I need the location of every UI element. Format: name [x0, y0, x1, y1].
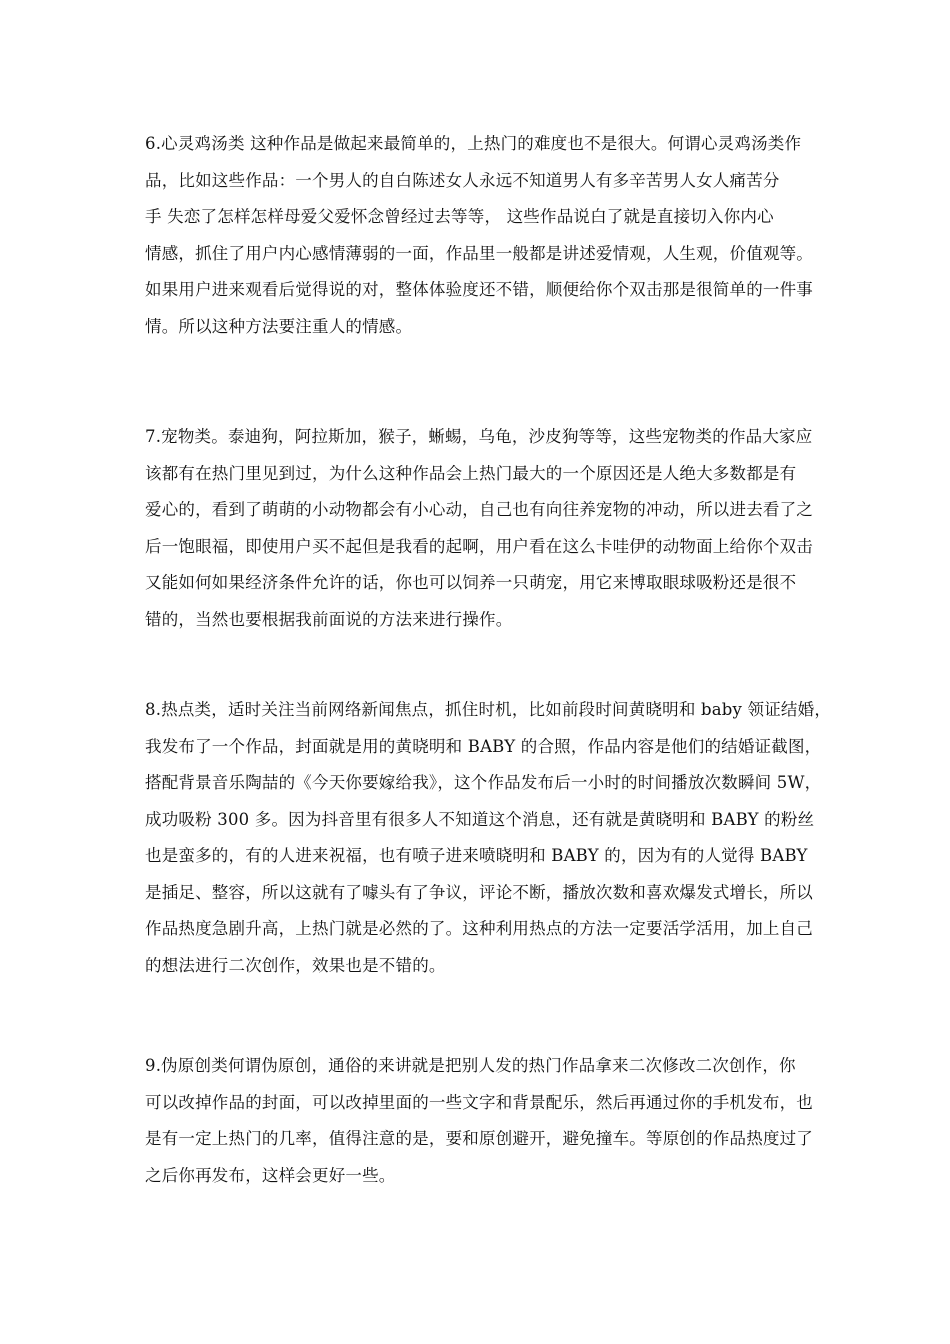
text-line: 是有一定上热门的几率，值得注意的是，要和原创避开，避免撞车。等原创的作品热度过了: [145, 1129, 813, 1148]
text-line: 搭配背景音乐陶喆的《今天你要嫁给我》，这个作品发布后一小时的时间播放次数瞬间 5W，: [145, 773, 822, 792]
text-line: 7.宠物类。泰迪狗，阿拉斯加，猴子，蜥蜴，乌龟，沙皮狗等等，这些宠物类的作品大家应: [145, 427, 813, 446]
paragraph-pseudo-original: [145, 1048, 813, 1194]
text-line: 又能如何如果经济条件允许的话，你也可以饲养一只萌宠，用它来博取眼球吸粉还是很不: [145, 573, 797, 592]
text-line: 如果用户进来观看后觉得说的对，整体体验度还不错，顺便给你个双击那是很简单的一件事: [145, 280, 813, 299]
text-line: 作品热度急剧升高，上热门就是必然的了。这种利用热点的方法一定要活学活用，加上自己: [145, 919, 813, 938]
text-line: 手 失恋了怎样怎样母爱父爱怀念曾经过去等等， 这些作品说白了就是直接切入你内心: [145, 207, 774, 226]
text-line: 成功吸粉 300 多。因为抖音里有很多人不知道这个消息，还有就是黄晓明和 BABY 的粉丝: [145, 809, 815, 829]
text-line: 是插足、整容，所以这就有了噱头有了争议，评论不断，播放次数和喜欢爆发式增长，所以: [145, 882, 813, 902]
text-line: 6.心灵鸡汤类 这种作品是做起来最简单的，上热门的难度也不是很大。何谓心灵鸡汤类作: [145, 134, 802, 153]
text-line: 情。所以这种方法要注重人的情感。: [145, 316, 413, 336]
text-line: 的想法进行二次创作，效果也是不错的。: [145, 955, 446, 975]
paragraph-emotional-content: [145, 126, 813, 345]
text-line: 后一饱眼福，即使用户买不起但是我看的起啊，用户看在这么卡哇伊的动物面上给你个双击: [145, 536, 813, 556]
text-line: 品，比如这些作品：一个男人的自白陈述女人永远不知道男人有多辛苦男人女人痛苦分: [145, 170, 780, 190]
text-line: 之后你再发布，这样会更好一些。: [145, 1165, 396, 1185]
text-line: 也是蛮多的，有的人进来祝福，也有喷子进来喷晓明和 BABY 的，因为有的人觉得 BABY: [145, 846, 808, 865]
text-line: 错的，当然也要根据我前面说的方法来进行操作。: [145, 609, 513, 629]
text-line: 爱心的，看到了萌萌的小动物都会有小心动，自己也有向往养宠物的冲动，所以进去看了之: [145, 500, 813, 519]
text-line: 我发布了一个作品，封面就是用的黄晓明和 BABY 的合照，作品内容是他们的结婚证截图，: [145, 736, 822, 756]
text-line: 该都有在热门里见到过，为什么这种作品会上热门最大的一个原因还是人绝大多数都是有: [145, 463, 797, 483]
text-line: 9.伪原创类何谓伪原创，通俗的来讲就是把别人发的热门作品拿来二次修改二次创作，你: [145, 1056, 796, 1075]
text-line: 情感，抓住了用户内心感情薄弱的一面，作品里一般都是讲述爱情观，人生观，价值观等。: [145, 243, 813, 263]
text-line: 8.热点类，适时关注当前网络新闻焦点，抓住时机，比如前段时间黄晓明和 baby 领证结婚，: [145, 700, 832, 719]
text-line: 可以改掉作品的封面，可以改掉里面的一些文字和背景配乐，然后再通过你的手机发布，也: [145, 1092, 813, 1112]
paragraph-pets: [145, 419, 813, 638]
paragraph-hot-topics: [145, 692, 832, 984]
